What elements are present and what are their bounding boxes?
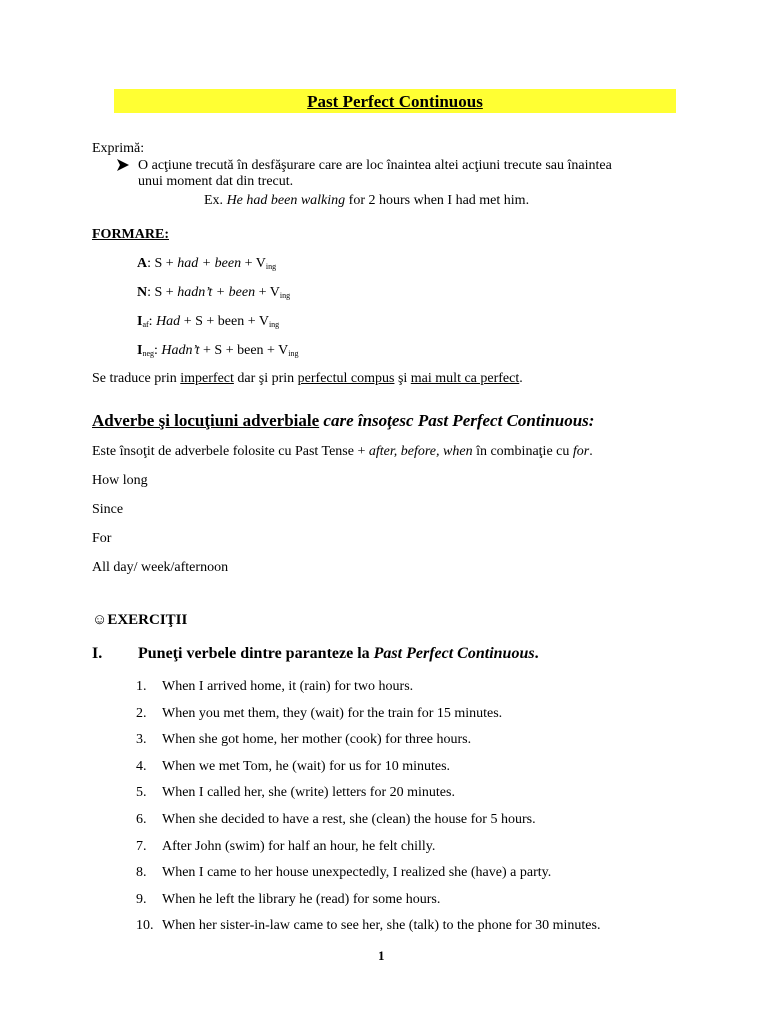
formula-affirmative (137, 256, 276, 275)
item-number: 10. (136, 918, 154, 934)
list-item (136, 732, 600, 759)
exercises-heading: ☺EXERCIŢII (92, 612, 188, 628)
page-title: Past Perfect Continuous (307, 92, 483, 111)
adverbs-text: în combinaţie cu (476, 444, 570, 459)
translation-text: dar şi prin (237, 371, 295, 386)
intro-bullet-line1: O acţiune trecută în desfăşurare care are loc înaintea altei acţiuni trecute sau înaintea (138, 158, 612, 173)
exercise-instruction (138, 645, 539, 663)
adverbs-heading-italic: care însoţesc Past Perfect Continuous: (323, 411, 595, 430)
list-item (136, 785, 600, 812)
translation-text: . (519, 371, 523, 386)
list-item (136, 892, 600, 919)
adverbs-heading-underlined: Adverbe şi locuţiuni adverbiale (92, 411, 320, 430)
translation-term: perfectul compus (297, 371, 395, 386)
adverb-item: Since (92, 502, 124, 517)
formula-post: + V (258, 285, 280, 300)
adverb-item: All day/ week/afternoon (92, 560, 229, 575)
example-prefix: Ex. (204, 193, 224, 208)
formula-post: + S + been + V (203, 343, 289, 358)
example-line (204, 193, 529, 209)
example-rest: for 2 hours when I had met him. (348, 193, 530, 208)
page-number: 1 (378, 948, 385, 963)
item-number: 1. (136, 679, 147, 694)
item-text: When you met them, they (wait) for the train for 15 minutes. (162, 705, 503, 721)
item-number: 8. (136, 865, 147, 881)
instruction-text: Puneţi verbele dintre paranteze la (138, 645, 370, 662)
instruction-italic: Past Perfect Continuous (373, 645, 535, 662)
list-item (136, 865, 600, 892)
translation-text: şi (397, 371, 408, 386)
section-number: I. (92, 645, 103, 662)
adverbs-description (92, 444, 593, 460)
formula-italic: hadn’t + been (177, 285, 256, 300)
formula-post: + V (244, 256, 266, 271)
formula-label: I (137, 314, 143, 329)
formula-pre: : (148, 314, 153, 329)
exercise-list (136, 679, 600, 945)
formula-pre: : S + (147, 285, 174, 300)
formula-label: A (137, 256, 148, 271)
formula-sub: ing (265, 262, 277, 271)
example-italic: He had been walking (226, 193, 346, 208)
formula-interrogative-af (137, 314, 279, 333)
adverb-item: How long (92, 473, 148, 488)
item-number: 9. (136, 891, 147, 907)
item-number: 2. (136, 705, 147, 721)
item-text: When she decided to have a rest, she (clean) the house for 5 hours. (162, 811, 536, 827)
item-text: When I called her, she (write) letters for 20 minutes. (162, 785, 455, 801)
translation-line (92, 371, 523, 387)
item-number: 6. (136, 811, 147, 827)
adverbs-text: Este însoţit de adverbele folosite cu Past Tense + (92, 444, 366, 459)
formula-sub: ing (288, 349, 299, 358)
formula-label: N (137, 285, 148, 300)
list-item (136, 706, 600, 733)
item-number: 5. (136, 785, 147, 801)
item-number: 4. (136, 758, 147, 774)
intro-bullet (138, 158, 678, 190)
formare-heading: FORMARE: (92, 227, 169, 242)
intro-bullet-line2: unui moment dat din trecut. (138, 174, 294, 189)
adverbs-heading (92, 411, 594, 431)
translation-term: imperfect (180, 371, 234, 386)
adverbs-italic: after, before, when (368, 444, 473, 459)
formula-interrogative-neg (137, 343, 299, 362)
adverbs-italic: for (572, 444, 590, 459)
arrow-bullet-icon (116, 158, 130, 172)
item-text: When he left the library he (read) for some hours. (162, 891, 441, 907)
list-item (136, 839, 600, 866)
item-text: When I arrived home, it (rain) for two hours. (162, 679, 414, 694)
formula-sub: ing (268, 320, 280, 329)
formula-italic: Had (156, 314, 181, 329)
formula-italic: had + been (177, 256, 242, 271)
adverbs-text: . (589, 444, 593, 459)
item-number: 3. (136, 732, 147, 748)
item-text: After John (swim) for half an hour, he felt chilly. (162, 838, 436, 854)
list-item (136, 812, 600, 839)
formula-label-sub: neg (142, 349, 155, 358)
formula-label-sub: af (142, 320, 149, 329)
item-text: When she got home, her mother (cook) for three hours. (162, 732, 472, 748)
item-text: When I came to her house unexpectedly, I realized she (have) a party. (162, 865, 552, 881)
list-item (136, 759, 600, 786)
translation-term: mai mult ca perfect (410, 371, 520, 386)
formula-sub: ing (279, 291, 291, 300)
list-item (136, 918, 600, 945)
formula-negative (137, 285, 290, 304)
instruction-end: . (534, 645, 539, 662)
adverb-item: For (92, 531, 112, 546)
title-highlight (114, 89, 676, 113)
list-item (136, 679, 600, 706)
formula-pre: : (154, 343, 158, 358)
translation-text: Se traduce prin (92, 371, 177, 386)
formula-italic: Hadn’t (161, 343, 200, 358)
item-text: When we met Tom, he (wait) for us for 10 minutes. (162, 758, 451, 774)
item-text: When her sister-in-law came to see her, she (talk) to the phone for 30 minutes. (162, 918, 601, 934)
intro-label: Exprimă: (92, 141, 145, 156)
formula-post: + S + been + V (183, 314, 269, 329)
item-number: 7. (136, 838, 147, 854)
formula-pre: : S + (147, 256, 174, 271)
formula-label: I (137, 343, 143, 358)
